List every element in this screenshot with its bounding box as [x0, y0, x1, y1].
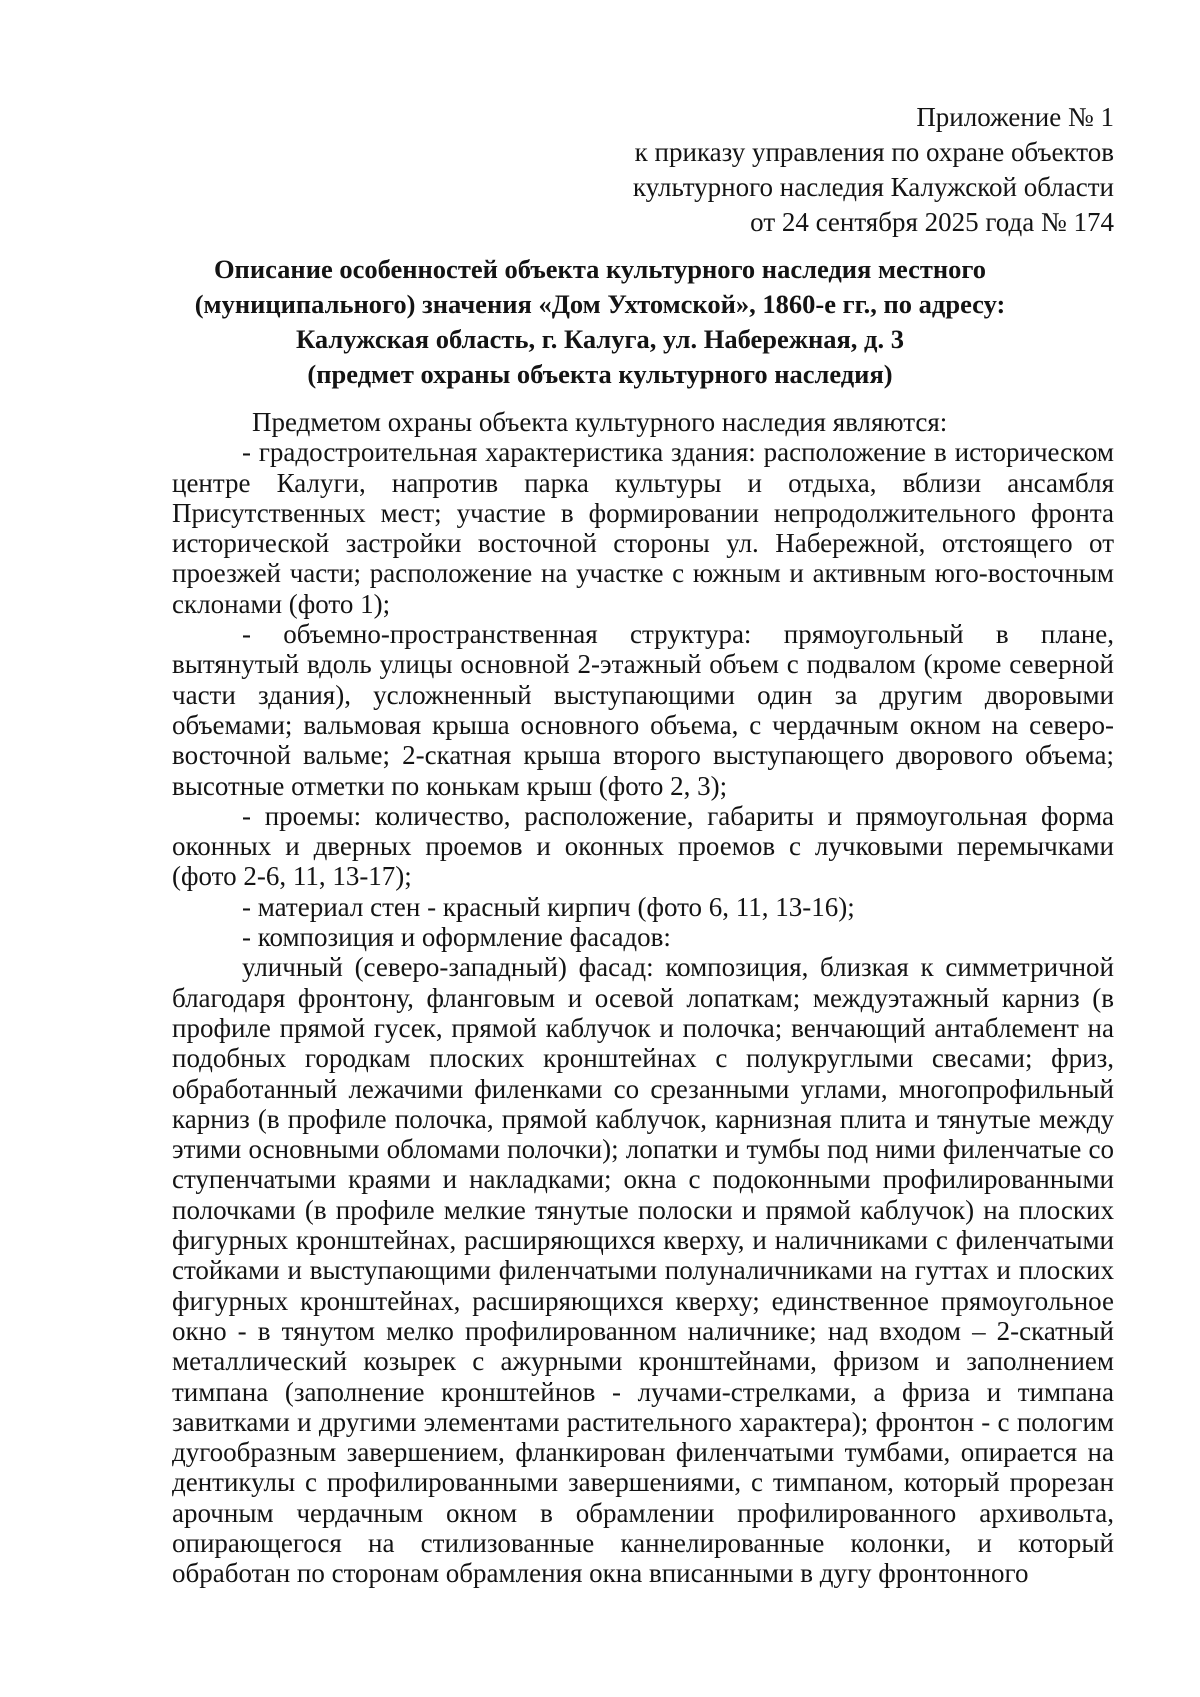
- body-intro: Предметом охраны объекта культурного наследия являются:: [252, 407, 948, 437]
- body-paragraph-openings: - проемы: количество, расположение, габариты и прямоугольная форма оконных и дверных проемов и оконных проемов с лучковыми перемычками (фото 2-6, 11, 13-17);: [172, 800, 1114, 892]
- body-paragraph-facades: - композиция и оформление фасадов:: [242, 922, 671, 953]
- document-body: [172, 407, 1114, 1589]
- attachment-number: Приложение № 1: [916, 102, 1114, 132]
- document-title: [0, 252, 1200, 392]
- attachment-header: [633, 100, 1114, 240]
- attachment-order-ref: к приказу управления по охране объектов: [634, 137, 1114, 167]
- body-paragraph-wall-material: - материал стен - красный кирпич (фото 6, 11, 13-16);: [242, 891, 855, 922]
- title-line: (предмет охраны объекта культурного наследия): [307, 359, 893, 389]
- body-paragraph-urban-characteristic: - градостроительная характеристика здания: расположение в историческом центре Калуги, напротив парка культуры и отдыха, вблизи ансамбля Присутственных мест; участие в формировании непродолжительного фронта исторической застройки восточной стороны ул. Набережной, отстоящего от проезжей части; расположение на участке с южным и активным юго-восточным склонами (фото 1);: [172, 437, 1114, 619]
- body-paragraph-spatial-structure: - объемно-пространственная структура: прямоугольный в плане, вытянутый вдоль улицы основной 2-этажный объем с подвалом (кроме северной части здания), усложненный выступающими один за другим дворовыми объемами; вальмовая крыша основного объема, с чердачным окном на северо-восточной вальме; 2-скатная крыша второго выступающего дворового объема; высотные отметки по конькам крыш (фото 2, 3);: [172, 619, 1114, 801]
- attachment-date: от 24 сентября 2025 года № 174: [750, 207, 1114, 237]
- attachment-authority: культурного наследия Калужской области: [632, 172, 1114, 202]
- title-line: Калужская область, г. Калуга, ул. Набережная, д. 3: [296, 324, 904, 354]
- body-paragraph-street-facade: уличный (северо-западный) фасад: композиция, близкая к симметричной благодаря фронтону, фланговым и осевой лопаткам; междуэтажный карниз (в профиле прямой гусек, прямой каблучок и полочка; венчающий антаблемент на подобных городкам плоских кронштейнах с полукруглыми свесами; фриз, обработанный лежачими филенками со срезанными углами, многопрофильный карниз (в профиле полочка, прямой каблучок, карнизная плита и тянутые между этими основными обломами полочки); лопатки и тумбы под ними филенчатые со ступенчатыми краями и накладками; окна с подоконными профилированными полочками (в профиле мелкие тянутые полоски и прямой каблучок) на плоских фигурных кронштейнах, расширяющихся кверху, и наличниками с филенчатыми стойками и выступающими филенчатыми полуналичниками на гуттах и плоских фигурных кронштейнах, расширяющихся кверху; единственное прямоугольное окно - в тянутом мелко профилированном наличнике; над входом – 2-скатный металлический козырек с ажурными кронштейнами, фризом и заполнением тимпана (заполнение кронштейнов - лучами-стрелками, а фриза и тимпана завитками и другими элементами растительного характера); фронтон - с пологим дугообразным завершением, фланкирован филенчатыми тумбами, опирается на дентикулы с профилированными завершениями, с тимпаном, который прорезан арочным чердачным окном в обрамлении профилированного архивольта, опирающегося на стилизованные каннелированные колонки, и который обработан по сторонам обрамления окна вписанными в дугу фронтонного: [172, 952, 1114, 1589]
- title-line: Описание особенностей объекта культурного наследия местного: [213, 254, 987, 284]
- title-line: (муниципального) значения «Дом Ухтомской», 1860-е гг., по адресу:: [194, 289, 1006, 319]
